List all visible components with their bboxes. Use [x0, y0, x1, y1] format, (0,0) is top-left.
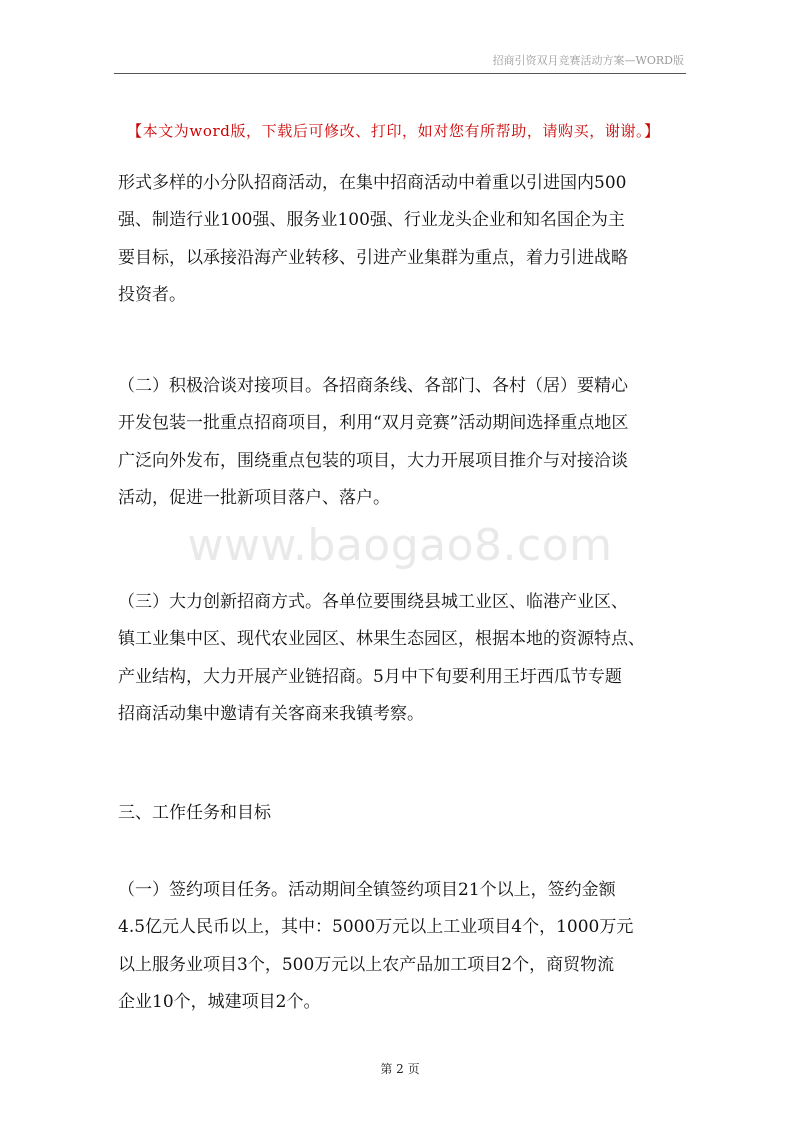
text-line: 镇工业集中区、现代农业园区、林果生态园区，根据本地的资源特点、 [118, 629, 645, 650]
text-line: 企业10个，城建项目2个。 [118, 991, 321, 1012]
text-line: 4.5亿元人民币以上，其中：5000万元以上工业项目4个，1000万元 [118, 917, 634, 938]
body-paragraph-3 [118, 584, 683, 733]
watermark: www.baogao8.com [187, 520, 613, 571]
text-line: 活动，促进一批新项目落户、落户。 [118, 487, 390, 508]
text-line: 投资者。 [118, 284, 186, 305]
text-line: 以上服务业项目3个，500万元以上农产品加工项目2个，商贸物流 [118, 954, 615, 975]
heading-text: 三、工作任务和目标 [118, 803, 271, 823]
purchase-notice: 【本文为word版，下载后可修改、打印，如对您有所帮助，请购买，谢谢。】 [127, 122, 660, 140]
header-divider [114, 73, 686, 74]
text-line: 招商活动集中邀请有关客商来我镇考察。 [118, 703, 424, 724]
text-line: （三）大力创新招商方式。各单位要围绕县城工业区、临港产业区、 [118, 592, 628, 612]
running-header: 招商引资双月竞赛活动方案—WORD版 [492, 54, 684, 67]
body-paragraph-2 [118, 368, 683, 517]
text-line: 形式多样的小分队招商活动，在集中招商活动中着重以引进国内500 [118, 173, 627, 193]
text-line: 产业结构，大力开展产业链招商。5月中下旬要利用王圩西瓜节专题 [118, 666, 622, 687]
section-heading [118, 795, 683, 832]
text-line: （一）签约项目任务。活动期间全镇签约项目21个以上，签约金额 [118, 880, 616, 900]
text-line: 强、制造行业100强、服务业100强、行业龙头企业和知名国企为主 [118, 210, 625, 231]
text-line: 要目标，以承接沿海产业转移、引进产业集群为重点，着力引进战略 [118, 247, 628, 268]
text-line: 开发包装一批重点招商项目，利用“双月竞赛”活动期间选择重点地区 [118, 413, 629, 434]
page-number: 第 2 页 [380, 1062, 420, 1076]
body-paragraph-4 [118, 872, 683, 1021]
body-paragraph-1 [118, 165, 683, 314]
text-line: 广泛向外发布，围绕重点包装的项目，大力开展项目推介与对接洽谈 [118, 450, 628, 471]
text-line: （二）积极洽谈对接项目。各招商条线、各部门、各村（居）要精心 [118, 376, 628, 396]
